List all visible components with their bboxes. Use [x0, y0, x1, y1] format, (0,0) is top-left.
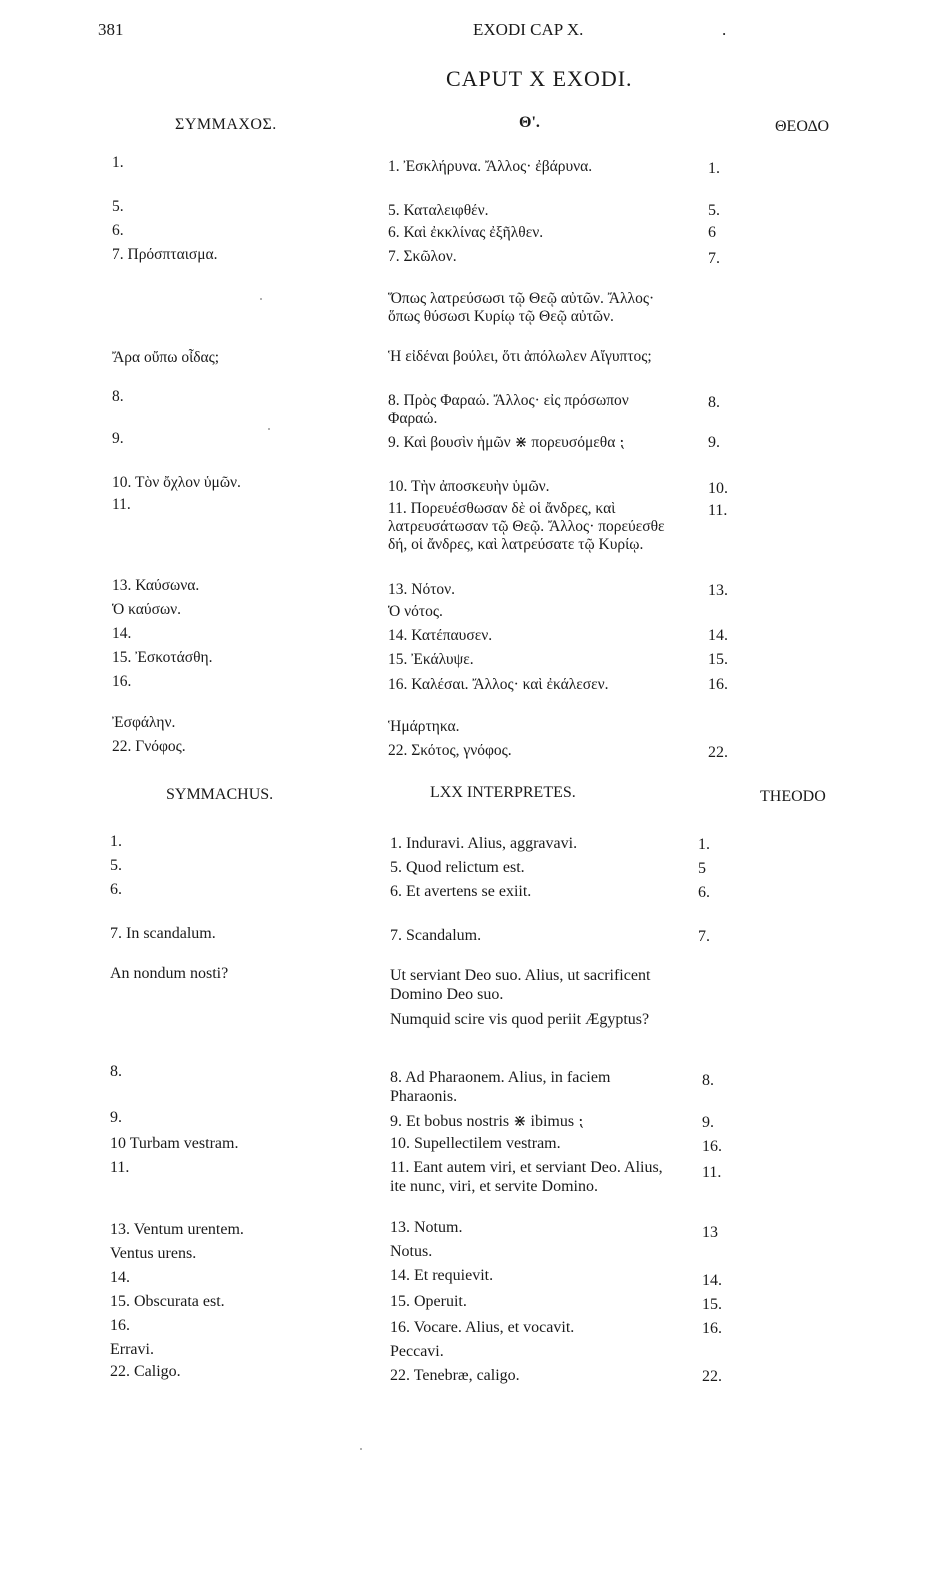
greek-theo-entry: 6 — [708, 224, 716, 241]
greek-sym-entry: Ἐσφάλην. — [112, 714, 176, 731]
greek-theo-entry: 5. — [708, 202, 720, 219]
latin-theo-entry: 11. — [702, 1164, 722, 1181]
greek-theo-entry: 15. — [708, 651, 728, 668]
greek-theo-entry: 16. — [708, 676, 728, 693]
greek-lxx-entry: 8. Πρὸς Φαραώ. Ἄλλος· εἰς πρόσωπον Φαραώ. — [388, 392, 629, 427]
latin-theo-entry: 5 — [698, 860, 706, 877]
latin-lxx-entry: Peccavi. — [390, 1343, 444, 1360]
greek-sym-entry: 8. — [112, 388, 124, 405]
latin-theo-entry: 13 — [702, 1224, 718, 1241]
greek-header-symmachus: ΣΥΜΜΑΧΟΣ. — [175, 116, 277, 133]
greek-sym-entry: 5. — [112, 198, 124, 215]
greek-sym-entry: 6. — [112, 222, 124, 239]
greek-sym-entry: 10. Τὸν ὄχλον ὑμῶν. — [112, 474, 241, 491]
greek-lxx-entry: 6. Καὶ ἐκκλίνας ἐξῆλθεν. — [388, 224, 544, 241]
greek-theo-entry: 7. — [708, 250, 720, 267]
latin-theo-entry: 22. — [702, 1368, 722, 1385]
greek-lxx-entry: Ἡ εἰδέναι βούλει, ὅτι ἀπόλωλεν Αἴγυπτος; — [388, 348, 652, 365]
latin-sym-entry: 9. — [110, 1109, 122, 1126]
latin-lxx-entry: 22. Tenebræ, caligo. — [390, 1367, 520, 1384]
greek-lxx-entry: 14. Κατέπαυσεν. — [388, 627, 493, 644]
greek-lxx-entry: 10. Τὴν ἀποσκευὴν ὑμῶν. — [388, 478, 550, 495]
greek-lxx-entry: 5. Καταλειφθέν. — [388, 202, 489, 219]
greek-lxx-entry: 16. Καλέσαι. Ἄλλος· καὶ ἐκάλεσεν. — [388, 676, 609, 693]
greek-sym-entry: Ἄρα οὔπω οἶδας; — [112, 349, 220, 366]
latin-header-symmachus: SYMMACHUS. — [166, 786, 274, 803]
greek-sym-entry: 22. Γνόφος. — [112, 738, 186, 755]
print-speck — [260, 298, 262, 300]
latin-lxx-entry: 13. Notum. — [390, 1219, 463, 1236]
greek-sym-entry: 1. — [112, 154, 124, 171]
greek-lxx-entry: Ὅπως λατρεύσωσι τῷ Θεῷ αὐτῶν. Ἄλλος· ὅπως θύσωσι Κυρίῳ τῷ Θεῷ αὐτῶν. — [388, 290, 655, 325]
chapter-title: CAPUT X EXODI. — [446, 66, 633, 91]
latin-sym-entry: 8. — [110, 1063, 122, 1080]
latin-theo-entry: 9. — [702, 1114, 714, 1131]
latin-sym-entry: 16. — [110, 1317, 130, 1334]
greek-lxx-entry: 15. Ἐκάλυψε. — [388, 651, 474, 668]
greek-theo-entry: 8. — [708, 394, 720, 411]
latin-lxx-entry: 6. Et avertens se exiit. — [390, 883, 532, 900]
latin-theo-entry: 1. — [698, 836, 710, 853]
greek-theo-entry: 14. — [708, 627, 728, 644]
latin-lxx-entry: 15. Operuit. — [390, 1293, 467, 1310]
greek-lxx-entry: 22. Σκότος, γνόφος. — [388, 742, 512, 759]
greek-sym-entry: 13. Καύσωνα. — [112, 577, 200, 594]
greek-lxx-entry: Ὁ νότος. — [388, 603, 443, 620]
greek-lxx-entry: Ἡμάρτηκα. — [388, 718, 460, 735]
greek-sym-entry: 7. Πρόσπταισμα. — [112, 246, 218, 263]
greek-header-lxx: Θ'. — [519, 114, 540, 131]
latin-lxx-entry: 11. Eant autem viri, et serviant Deo. Alius, ite nunc, viri, et servite Domino. — [390, 1159, 663, 1195]
latin-header-lxx: LXX INTERPRETES. — [430, 784, 576, 801]
latin-sym-entry: 7. In scandalum. — [110, 925, 216, 942]
latin-sym-entry: 15. Obscurata est. — [110, 1293, 225, 1310]
latin-theo-entry: 16. — [702, 1320, 722, 1337]
greek-sym-entry: 14. — [112, 625, 132, 642]
latin-sym-entry: 13. Ventum urentem. — [110, 1221, 244, 1238]
latin-lxx-entry: 14. Et requievit. — [390, 1267, 494, 1284]
greek-lxx-entry: 9. Καὶ βουσὶν ἡμῶν ⋇ πορευσόμεθα ⁏ — [388, 434, 625, 451]
latin-sym-entry: Ventus urens. — [110, 1245, 197, 1262]
latin-sym-entry: 22. Caligo. — [110, 1363, 181, 1380]
latin-lxx-entry: 16. Vocare. Alius, et vocavit. — [390, 1319, 575, 1336]
greek-header-theodotion: ΘΕΟΔΟ — [775, 118, 830, 135]
latin-theo-entry: 6. — [698, 884, 710, 901]
greek-sym-entry: 16. — [112, 673, 132, 690]
latin-lxx-entry: 8. Ad Pharaonem. Alius, in faciem Pharaonis. — [390, 1069, 611, 1105]
page-number: 381 — [98, 20, 124, 39]
running-mark: . — [722, 20, 727, 39]
latin-lxx-entry: 10. Supellectilem vestram. — [390, 1135, 561, 1152]
greek-theo-entry: 1. — [708, 160, 720, 177]
greek-sym-entry: 9. — [112, 430, 124, 447]
latin-sym-entry: 10 Turbam vestram. — [110, 1135, 239, 1152]
greek-sym-entry: 11. — [112, 496, 131, 513]
latin-theo-entry: 7. — [698, 928, 710, 945]
latin-lxx-entry: 5. Quod relictum est. — [390, 859, 525, 876]
latin-sym-entry: 11. — [110, 1159, 130, 1176]
latin-header-theodotion: THEODO — [760, 788, 826, 805]
latin-theo-entry: 14. — [702, 1272, 722, 1289]
latin-sym-entry: 1. — [110, 833, 122, 850]
greek-lxx-entry: 11. Πορευέσθωσαν δὲ οἱ ἄνδρες, καὶ λατρευσάτωσαν τῷ Θεῷ. Ἄλλος· πορεύεσθε δή, οἱ ἄνδρες, καὶ λατρεύσατε τῷ Κυρίῳ. — [388, 500, 665, 553]
latin-sym-entry: 6. — [110, 881, 122, 898]
greek-theo-entry: 9. — [708, 434, 720, 451]
latin-sym-entry: 14. — [110, 1269, 130, 1286]
latin-lxx-entry: 1. Induravi. Alius, aggravavi. — [390, 835, 578, 852]
latin-lxx-entry: 9. Et bobus nostris ⋇ ibimus ⁏ — [390, 1113, 584, 1130]
print-speck — [268, 428, 270, 430]
latin-lxx-entry: Notus. — [390, 1243, 433, 1260]
greek-lxx-entry: 13. Νότον. — [388, 581, 456, 598]
greek-sym-entry: 15. Ἐσκοτάσθη. — [112, 649, 213, 666]
latin-lxx-entry: Ut serviant Deo suo. Alius, ut sacrificent Domino Deo suo. — [390, 967, 651, 1003]
greek-lxx-entry: 7. Σκῶλον. — [388, 248, 457, 265]
latin-theo-entry: 8. — [702, 1072, 714, 1089]
greek-sym-entry: Ὁ καύσων. — [112, 601, 182, 618]
latin-sym-entry: 5. — [110, 857, 122, 874]
print-speck — [360, 1448, 362, 1450]
greek-theo-entry: 11. — [708, 502, 728, 519]
latin-theo-entry: 15. — [702, 1296, 722, 1313]
latin-lxx-entry: Numquid scire vis quod periit Ægyptus? — [390, 1011, 650, 1028]
greek-theo-entry: 10. — [708, 480, 728, 497]
greek-theo-entry: 22. — [708, 744, 728, 761]
greek-lxx-entry: 1. Ἐσκλήρυνα. Ἄλλος· ἐβάρυνα. — [388, 158, 593, 175]
running-title: EXODI CAP X. — [473, 20, 584, 39]
greek-theo-entry: 13. — [708, 582, 728, 599]
latin-lxx-entry: 7. Scandalum. — [390, 927, 482, 944]
latin-sym-entry: Erravi. — [110, 1341, 154, 1358]
latin-sym-entry: An nondum nosti? — [110, 965, 229, 982]
latin-theo-entry: 16. — [702, 1138, 722, 1155]
